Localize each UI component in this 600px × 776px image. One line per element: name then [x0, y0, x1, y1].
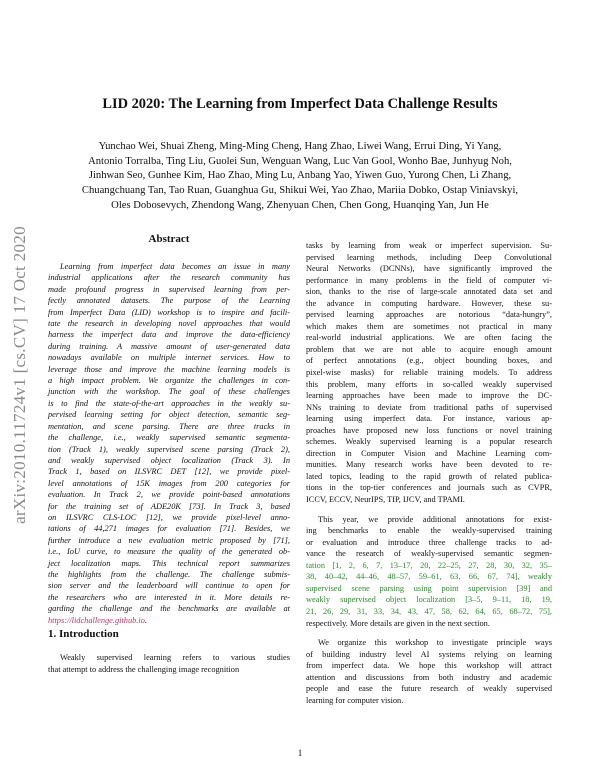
text-line: real-world industrial applications. We are often facing the [306, 333, 552, 343]
text-line: weakly supervised object localization [3–5, 9–11, 18, 19, [306, 595, 552, 605]
text-line: vance the research of weakly-supervised semantic segmen- [306, 549, 552, 559]
text-line: the researchers who are interested in it. More details re- [48, 592, 290, 602]
text-line: Track 1, based on ILSVRC DET [12], we provide pixel- [48, 467, 290, 477]
paragraph [306, 514, 552, 629]
text-line: tate the research in developing novel approaches that would [48, 319, 290, 329]
text-line: garding the challenge and the benchmarks are available at [48, 604, 290, 614]
text-line: supervised scene parsing using point supervision [39] and [306, 583, 552, 593]
paper-title: LID 2020: The Learning from Imperfect Data Challenge Results [102, 96, 498, 112]
text-line: This year, we provide additional annotations for exist- [318, 514, 552, 524]
text-line: from imperfect data. We hope this workshop will attract [306, 661, 552, 671]
introduction-body [48, 652, 290, 675]
text-line: tation [1, 2, 6, 7, 13–17, 20, 22–25, 27, 28, 30, 32, 35– [306, 560, 552, 570]
text-line: made profound progress in supervised learning from per- [48, 284, 290, 294]
text-line: evaluation. In Track 2, we provide point-based annotations [48, 490, 290, 500]
text-line: from Imperfect Data (LID) workshop is to inspire and facili- [48, 307, 290, 317]
text-line: ing benchmarks to enable the weakly-supervised training [306, 526, 552, 536]
author-line: Antonio Torralba, Ting Liu, Guolei Sun, Wenguan Wang, Luc Van Gool, Wonho Bae, Junhyug Noh, [88, 155, 512, 167]
text-line: fectly annotated datasets. The purpose of the Learning [48, 296, 290, 306]
arxiv-identifier [6, 160, 34, 590]
text-line: and weakly supervised object localization (Track 3). In [48, 455, 290, 465]
link-suffix: . [144, 615, 147, 625]
text-line: 21, 26, 29, 31, 33, 34, 43, 47, 58, 62, 64, 65, 68–72, 75], [306, 606, 552, 616]
text-line: schemes. Weakly supervised learning is a popular research [306, 437, 552, 447]
text-line: or evaluation and introduce three challenge tracks to ad- [306, 537, 552, 547]
text-line: the highlights from the challenge. The challenge submis- [48, 569, 290, 579]
text-line: pervised learning methods, including Deep Convolutional [306, 252, 552, 262]
text-line: proaches have proposed new loss functions or novel training [306, 425, 552, 435]
text-line: We organize this workshop to investigate principle ways [318, 638, 552, 648]
text-line: lated topics, leading to the rapid growth of related publica- [306, 471, 552, 481]
text-line: pixel-wise masks) for reliable training models. To address [306, 368, 552, 378]
text-line: tions in the top-tier conferences and journals such as CVPR, [306, 483, 552, 493]
right-column [306, 240, 552, 706]
abstract-heading: Abstract [148, 233, 190, 245]
challenge-website-link[interactable]: https://lidchallenge.github.io [48, 615, 145, 625]
author-line: Jinhwan Seo, Gunhee Kim, Hao Zhao, Ming Lu, Anbang Yao, Yiwen Guo, Yurong Chen, Li Zhang, [88, 170, 512, 182]
text-line: Weakly supervised learning refers to various studies [60, 653, 290, 662]
arxiv-id-text: arXiv:2010.11724v1 [cs.CV] 17 Oct 2020 [10, 226, 29, 524]
text-line: learning using imperfect data. For instance, various ap- [306, 414, 552, 424]
text-line: direction in Computer Vision and Machine Learning com- [306, 448, 552, 458]
text-line: Neural Networks (DCNNs), have significantly improved the [306, 264, 552, 274]
author-line: Oles Dobosevych, Zhendong Wang, Zhenyuan Chen, Chen Gong, Huanqing Yan, Jun He [111, 199, 489, 211]
text-line: learning approaches have been made to improve the DC- [306, 391, 552, 401]
text-line: Learning from imperfect data becomes an issue in many [60, 262, 290, 271]
text-line: munities. Many research works have been devoted to re- [306, 460, 552, 470]
text-line: attention and discussions from both industry and academic [306, 672, 552, 682]
left-column [48, 233, 290, 626]
text-line: nowadays available on multiple internet services. How to [48, 353, 290, 363]
text-line: respectively. More details are given in the next section. [306, 618, 490, 628]
paragraph [306, 240, 552, 506]
text-line: that attempt to address the challenging image recognition [48, 664, 240, 674]
author-line: Yunchao Wei, Shuai Zheng, Ming-Ming Cheng, Hang Zhao, Liwei Wang, Errui Ding, Yi Yang, [98, 141, 502, 152]
text-line: learning for computer vision. [306, 695, 404, 705]
text-line: of perfect annotations (e.g., object bounding boxes, and [306, 356, 552, 366]
text-line: further introduce a new evaluation metric proposed by [71], [48, 535, 290, 545]
abstract-body [48, 261, 290, 626]
text-line: ICCV, ECCV, NeurIPS, TIP, IJCV, and TPAMI. [306, 495, 465, 505]
text-line [48, 615, 290, 626]
text-line: 38, 40–42, 44–46, 48–57, 59–61, 63, 66, 67, 74], weakly [306, 572, 552, 582]
text-line: pervised learning setting for object detection, semantic seg- [48, 410, 290, 420]
text-line: pervised learning approaches are notorious “data-hungry”, [306, 310, 552, 320]
text-line: NNs training to deviate from traditional paths of supervised [306, 402, 552, 412]
text-line: mentation, and scene parsing. There are three tracks in [48, 421, 290, 431]
text-line: a high impact problem. We organize the challenges in con- [48, 376, 290, 386]
text-line: tion (Track 1), weakly supervised scene parsing (Track 2), [48, 444, 290, 454]
text-line: people and ease the future research of weakly supervised [306, 684, 552, 694]
text-line: tations of 44,271 images for evaluation [71]. Besides, we [48, 524, 290, 534]
text-line: for the training set of ADE20K [73]. In Track 3, based [48, 501, 290, 511]
text-line: leverage those and improve the machine learning models is [48, 364, 290, 374]
text-line: junction with the workshop. The goal of these challenges [48, 387, 290, 397]
text-line: i.e., IoU curve, to measure the quality of the generated ob- [48, 547, 290, 557]
page-number: 1 [297, 748, 303, 758]
text-line: the challenge, i.e., weakly supervised semantic segmenta- [48, 433, 290, 443]
text-line: level annotations of 15K images from 200 categories for [48, 478, 290, 488]
text-line: on ILSVRC CLS-LOC [12], we provide pixel-level anno- [48, 512, 290, 522]
section-heading-introduction: 1. Introduction [48, 628, 119, 640]
text-line: this problem, many efforts in so-called weakly supervised [306, 379, 552, 389]
paragraph [306, 637, 552, 706]
text-line: is to find the state-of-the-art approaches in the weakly su- [48, 398, 290, 408]
text-line: sion server and the leaderboard will continue to open for [48, 581, 290, 591]
text-line: sion, thanks to the rise of large-scale annotated data set and [306, 287, 552, 297]
author-list [60, 140, 540, 214]
text-line: during training. A massive amount of user-generated data [48, 341, 290, 351]
text-line: the advance in computing hardware. However, these su- [306, 298, 552, 308]
text-line: ject localization maps. This technical report summarizes [48, 558, 290, 568]
text-line: industrial applications after the research community has [48, 273, 290, 283]
text-line: of building industry level AI systems relying on learning [306, 649, 552, 659]
text-line: tasks by learning from weak or imperfect supervision. Su- [306, 241, 552, 250]
text-line: which makes them are sometimes not practical in many [306, 321, 552, 331]
text-line: harness the imperfect data and improve the data-efficiency [48, 330, 290, 340]
text-line: performance in many problems in the field of computer vi- [306, 275, 552, 285]
author-line: Chuangchuang Tan, Tao Ruan, Guanghua Gu, Shikui Wei, Yao Zhao, Mariia Dobko, Ostap Viniavskyi, [81, 185, 519, 197]
text-line: problem that we are not able to acquire enough amount [306, 344, 552, 354]
